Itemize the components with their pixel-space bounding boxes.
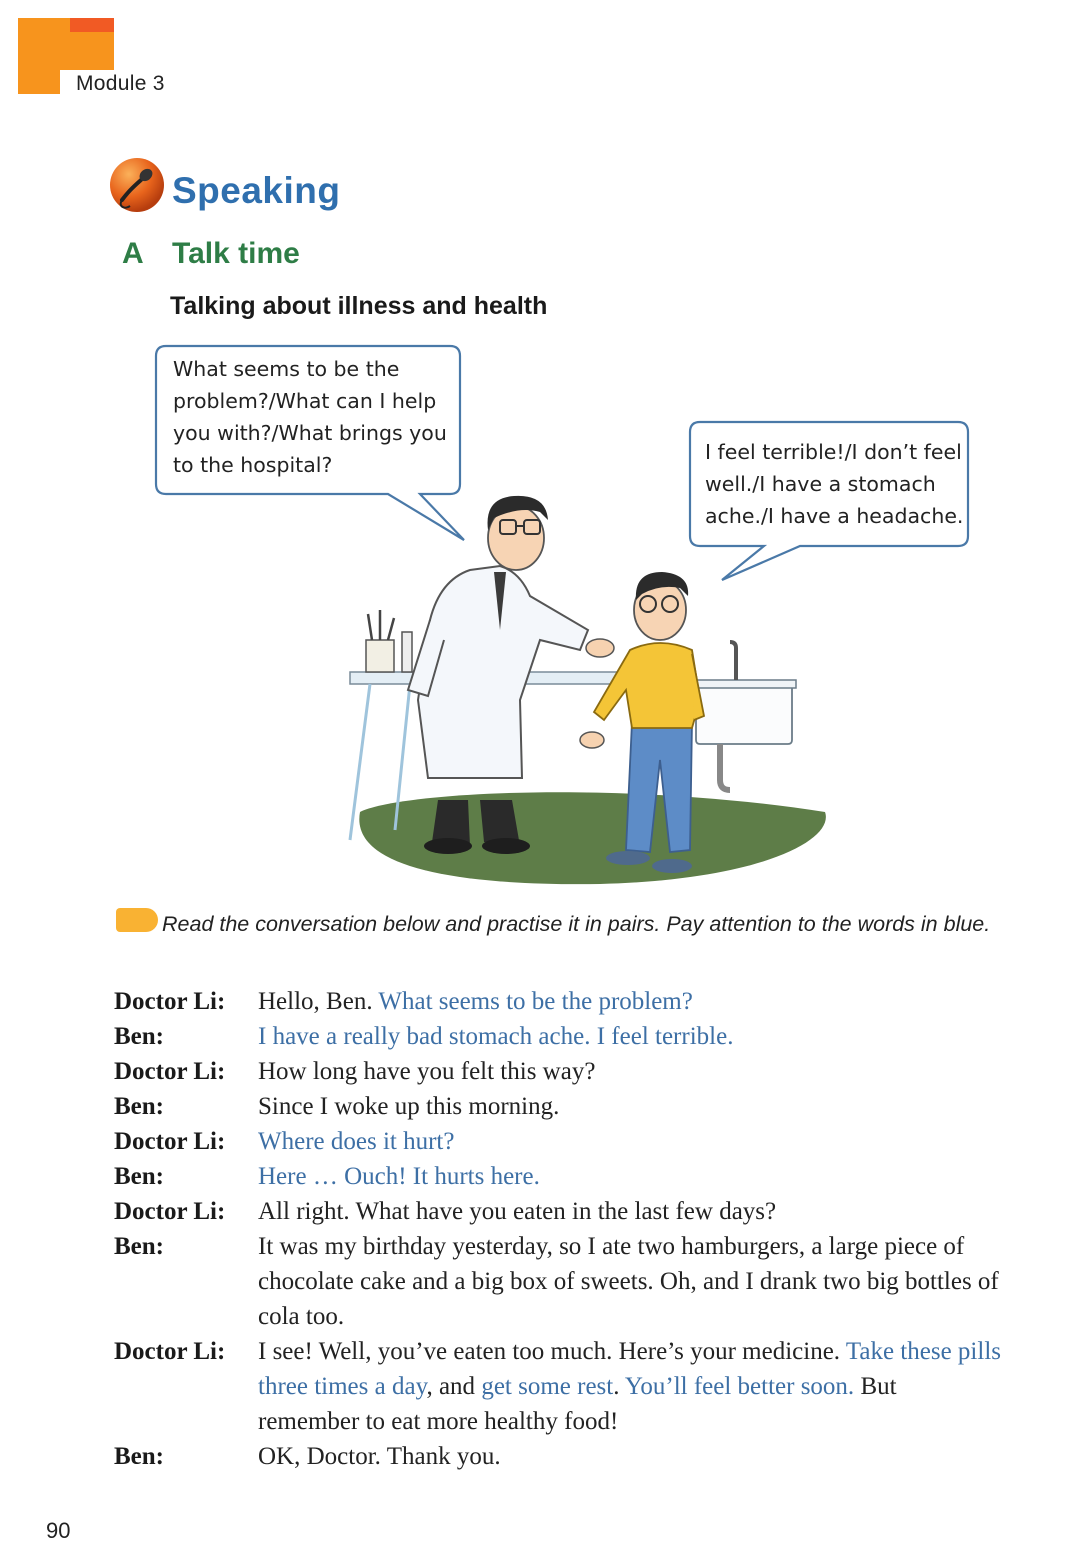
dialogue-row — [114, 1334, 1014, 1439]
module-label: Module 3 — [76, 72, 165, 95]
dialogue-line — [258, 1229, 1003, 1334]
page-number: 90 — [46, 1518, 71, 1543]
speaker-name: Doctor Li: — [114, 1128, 226, 1155]
dialogue-row — [114, 1019, 1014, 1054]
dialogue-row — [114, 1159, 1014, 1194]
speaker-name: Doctor Li: — [114, 1338, 226, 1365]
part-letter: A — [122, 237, 144, 270]
dialogue-line — [258, 1159, 1003, 1194]
dialogue — [114, 984, 1014, 1474]
floor — [359, 792, 826, 884]
speaker-name: Ben: — [114, 1233, 164, 1260]
dialogue-line — [258, 1334, 1003, 1439]
dialogue-text: . — [613, 1373, 625, 1400]
dialogue-row — [114, 984, 1014, 1019]
dialogue-row — [114, 1054, 1014, 1089]
dialogue-text: It was my birthday yesterday, so I ate two hamburgers, a large piece of chocolate cake and a big box of sweets. Oh, and I drank two big bottles of cola too. — [258, 1233, 999, 1330]
speaker-name: Doctor Li: — [114, 1198, 226, 1225]
dialogue-text: Hello, Ben. — [258, 988, 379, 1015]
dialogue-text: All right. What have you eaten in the last few days? — [258, 1198, 777, 1225]
doctor-bubble-text: What seems to be the problem?/What can I help you with?/What brings you to the hospital? — [173, 357, 447, 477]
dialogue-line — [258, 984, 1003, 1019]
microphone-icon — [108, 156, 166, 214]
instruction-text: Read the conversation below and practise it in pairs. Pay attention to the words in blue. — [162, 912, 991, 936]
section-title: Speaking — [172, 170, 341, 211]
dialogue-line — [258, 1019, 1003, 1054]
speaker-name: Ben: — [114, 1163, 164, 1190]
highlighted-phrase: Where does it hurt? — [258, 1128, 455, 1155]
highlighted-phrase: You’ll feel better soon. — [624, 1373, 855, 1400]
speaker-name: Doctor Li: — [114, 1058, 226, 1085]
dialogue-row — [114, 1124, 1014, 1159]
dialogue-line — [258, 1439, 1003, 1474]
highlighted-phrase: get some rest — [481, 1373, 614, 1400]
highlighted-phrase: I have a really bad stomach ache. I feel terrible. — [258, 1023, 734, 1050]
speaker-name: Doctor Li: — [114, 988, 226, 1015]
speaker-name: Ben: — [114, 1093, 164, 1120]
dialogue-row — [114, 1439, 1014, 1474]
dialogue-text: How long have you felt this way? — [258, 1058, 596, 1085]
part-title: Talk time — [172, 237, 300, 270]
pencil-cup — [366, 640, 394, 672]
doctor-patient-illustration — [0, 330, 1080, 900]
highlighted-phrase: Take these pills three times a day — [258, 1338, 1001, 1400]
module-tab-stripe — [70, 18, 114, 32]
dialogue-line — [258, 1194, 1003, 1229]
highlighted-phrase: What seems to be the problem? — [378, 988, 693, 1015]
speaker-name: Ben: — [114, 1023, 164, 1050]
dialogue-text: But remember to eat more healthy food! — [258, 1373, 897, 1435]
highlighted-phrase: Here … Ouch! It hurts here. — [258, 1163, 540, 1190]
dialogue-text: OK, Doctor. Thank you. — [258, 1443, 501, 1470]
subtitle: Talking about illness and health — [170, 292, 548, 320]
dialogue-text: I see! Well, you’ve eaten too much. Here’s your medicine. — [258, 1338, 846, 1365]
instruction-marker — [116, 908, 158, 932]
dialogue-row — [114, 1194, 1014, 1229]
dialogue-text: , and — [426, 1373, 482, 1400]
dialogue-line — [258, 1124, 1003, 1159]
patient-bubble-text: I feel terrible!/I don’t feel well./I have a stomach ache./I have a headache. — [705, 440, 964, 528]
dialogue-row — [114, 1089, 1014, 1124]
dialogue-line — [258, 1089, 1003, 1124]
dialogue-line — [258, 1054, 1003, 1089]
dialogue-row — [114, 1229, 1014, 1334]
speaker-name: Ben: — [114, 1443, 164, 1470]
dialogue-text: Since I woke up this morning. — [258, 1093, 560, 1120]
